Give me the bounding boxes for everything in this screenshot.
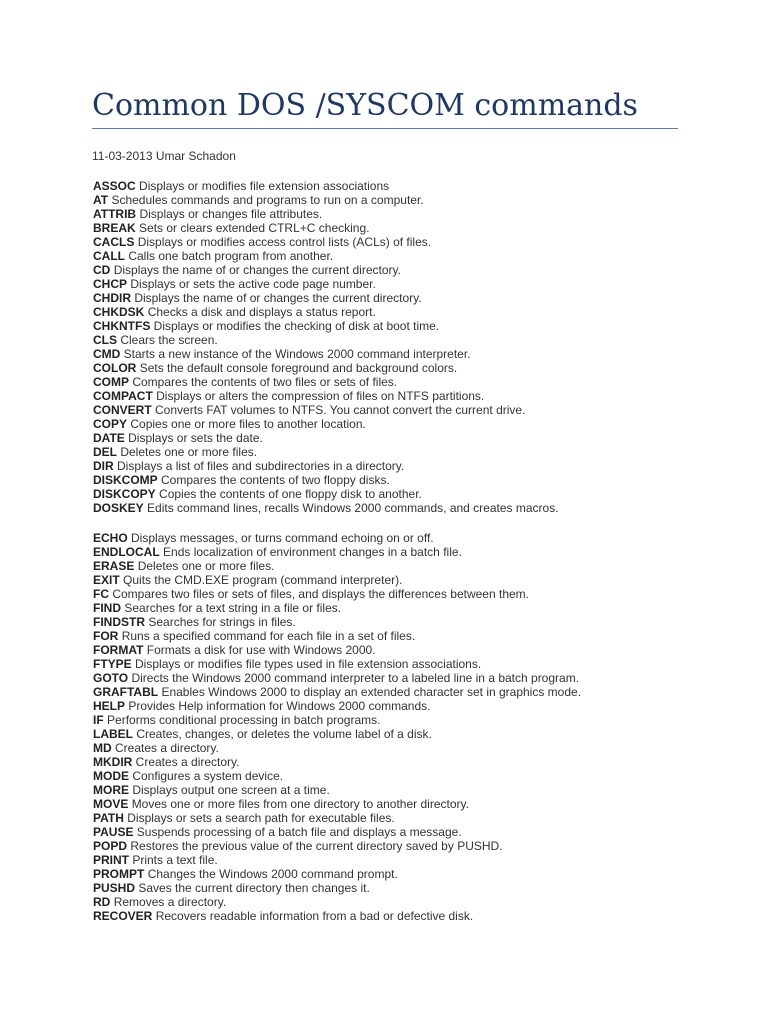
command-description: Displays or changes file attributes.: [139, 207, 323, 221]
command-name: ERASE: [93, 559, 135, 573]
command-description: Compares the contents of two floppy disks.: [161, 473, 390, 487]
command-entry: [93, 587, 581, 601]
command-name: CALL: [93, 249, 125, 263]
command-entry: [93, 545, 581, 559]
command-entry: [93, 741, 581, 755]
command-entry: [93, 811, 581, 825]
command-description: Displays the name of or changes the current directory.: [113, 263, 401, 277]
command-name: BREAK: [93, 221, 136, 235]
command-entry: [93, 277, 559, 291]
command-entry: [93, 559, 581, 573]
command-name: PUSHD: [93, 881, 136, 895]
command-description: Ends localization of environment changes in a batch file.: [163, 545, 462, 559]
command-name: HELP: [93, 699, 126, 713]
command-name: CHKNTFS: [93, 319, 151, 333]
command-entry: [93, 305, 559, 319]
command-entry: [93, 403, 559, 417]
command-name: MD: [93, 741, 112, 755]
command-description: Restores the previous value of the current directory saved by PUSHD.: [130, 839, 503, 853]
command-description: Clears the screen.: [120, 333, 218, 347]
command-name: RECOVER: [93, 909, 153, 923]
command-entry: [93, 825, 581, 839]
command-description: Compares the contents of two files or sets of files.: [132, 375, 398, 389]
command-description: Searches for a text string in a file or files.: [124, 601, 342, 615]
command-entry: [93, 615, 581, 629]
command-name: PATH: [93, 811, 124, 825]
command-description: Enables Windows 2000 to display an extended character set in graphics mode.: [161, 685, 582, 699]
command-entry: [93, 235, 559, 249]
command-entry: [93, 193, 559, 207]
command-name: ASSOC: [93, 179, 136, 193]
command-name: CACLS: [93, 235, 135, 249]
command-description: Sets the default console foreground and background colors.: [139, 361, 458, 375]
command-name: FOR: [93, 629, 119, 643]
command-entry: [93, 459, 559, 473]
command-description: Displays messages, or turns command echoing on or off.: [131, 531, 434, 545]
command-description: Displays the name of or changes the current directory.: [134, 291, 422, 305]
command-name: DIR: [93, 459, 114, 473]
command-name: CHCP: [93, 277, 128, 291]
command-entry: [93, 797, 581, 811]
command-description: Displays or alters the compression of files on NTFS partitions.: [156, 389, 485, 403]
command-name: EXIT: [93, 573, 120, 587]
command-name: PROMPT: [93, 867, 145, 881]
command-description: Displays a list of files and subdirectories in a directory.: [117, 459, 405, 473]
command-entry: [93, 629, 581, 643]
title-divider: [92, 128, 678, 129]
command-description: Displays or sets the active code page number.: [130, 277, 376, 291]
command-description: Deletes one or more files.: [137, 559, 275, 573]
command-name: FTYPE: [93, 657, 132, 671]
command-name: CLS: [93, 333, 117, 347]
command-entry: [93, 769, 581, 783]
command-description: Directs the Windows 2000 command interpreter to a labeled line in a batch program.: [131, 671, 580, 685]
command-entry: [93, 179, 559, 193]
command-description: Performs conditional processing in batch programs.: [107, 713, 381, 727]
command-name: ECHO: [93, 531, 128, 545]
command-description: Quits the CMD.EXE program (command interpreter).: [123, 573, 403, 587]
command-entry: [93, 699, 581, 713]
command-entry: [93, 783, 581, 797]
command-name: LABEL: [93, 727, 133, 741]
command-description: Edits command lines, recalls Windows 2000 commands, and creates macros.: [147, 501, 559, 515]
command-entry: [93, 333, 559, 347]
command-description: Converts FAT volumes to NTFS. You cannot convert the current drive.: [155, 403, 526, 417]
command-entry: [93, 389, 559, 403]
command-entry: [93, 531, 581, 545]
command-name: FIND: [93, 601, 121, 615]
command-entry: [93, 853, 581, 867]
command-entry: [93, 473, 559, 487]
command-description: Recovers readable information from a bad or defective disk.: [155, 909, 474, 923]
command-name: FORMAT: [93, 643, 144, 657]
command-description: Displays or modifies access control lists (ACLs) of files.: [137, 235, 432, 249]
command-description: Displays or sets the date.: [128, 431, 263, 445]
command-name: GRAFTABL: [93, 685, 159, 699]
command-name: PRINT: [93, 853, 129, 867]
command-name: IF: [93, 713, 104, 727]
command-entry: [93, 417, 559, 431]
command-entry: [93, 685, 581, 699]
command-description: Provides Help information for Windows 2000 commands.: [128, 699, 431, 713]
command-name: DOSKEY: [93, 501, 144, 515]
page-title: Common DOS /SYSCOM commands: [92, 88, 638, 123]
command-description: Searches for strings in files.: [148, 615, 296, 629]
command-description: Displays output one screen at a time.: [132, 783, 330, 797]
command-entry: [93, 263, 559, 277]
command-name: DISKCOPY: [93, 487, 156, 501]
command-description: Suspends processing of a batch file and displays a message.: [136, 825, 462, 839]
command-entry: [93, 347, 559, 361]
command-description: Prints a text file.: [132, 853, 218, 867]
command-name: COMPACT: [93, 389, 153, 403]
command-name: CMD: [93, 347, 121, 361]
command-entry: [93, 291, 559, 305]
command-name: RD: [93, 895, 111, 909]
command-list-part-2: [93, 531, 581, 923]
command-description: Displays or sets a search path for executable files.: [127, 811, 395, 825]
command-name: ENDLOCAL: [93, 545, 160, 559]
command-name: CONVERT: [93, 403, 152, 417]
command-entry: [93, 601, 581, 615]
command-name: COMP: [93, 375, 129, 389]
command-name: CD: [93, 263, 111, 277]
command-name: MORE: [93, 783, 129, 797]
command-name: ATTRIB: [93, 207, 137, 221]
command-entry: [93, 895, 581, 909]
command-description: Displays or modifies file extension associations: [139, 179, 390, 193]
command-name: PAUSE: [93, 825, 134, 839]
command-entry: [93, 867, 581, 881]
command-description: Configures a system device.: [132, 769, 284, 783]
command-description: Runs a specified command for each file in a set of files.: [121, 629, 416, 643]
command-description: Compares two files or sets of files, and displays the differences between them.: [112, 587, 529, 601]
command-entry: [93, 431, 559, 445]
command-name: GOTO: [93, 671, 129, 685]
command-description: Copies one or more files to another location.: [130, 417, 366, 431]
command-name: DISKCOMP: [93, 473, 158, 487]
command-entry: [93, 249, 559, 263]
command-description: Starts a new instance of the Windows 2000 command interpreter.: [123, 347, 471, 361]
command-name: MODE: [93, 769, 129, 783]
command-entry: [93, 713, 581, 727]
command-entry: [93, 487, 559, 501]
command-name: AT: [93, 193, 109, 207]
command-description: Calls one batch program from another.: [128, 249, 334, 263]
command-name: COPY: [93, 417, 128, 431]
command-entry: [93, 319, 559, 333]
command-description: Changes the Windows 2000 command prompt.: [147, 867, 398, 881]
command-entry: [93, 375, 559, 389]
date-author-line: 11-03-2013 Umar Schadon: [92, 149, 236, 163]
command-description: Displays or modifies file types used in file extension associations.: [135, 657, 482, 671]
command-description: Sets or clears extended CTRL+C checking.: [139, 221, 370, 235]
command-description: Removes a directory.: [113, 895, 227, 909]
command-entry: [93, 361, 559, 375]
command-entry: [93, 839, 581, 853]
command-name: DATE: [93, 431, 125, 445]
command-description: Creates, changes, or deletes the volume label of a disk.: [136, 727, 432, 741]
command-name: CHKDSK: [93, 305, 145, 319]
command-description: Creates a directory.: [115, 741, 219, 755]
command-entry: [93, 207, 559, 221]
command-name: MKDIR: [93, 755, 133, 769]
command-entry: [93, 881, 581, 895]
command-description: Deletes one or more files.: [120, 445, 258, 459]
command-entry: [93, 671, 581, 685]
command-name: MOVE: [93, 797, 129, 811]
command-description: Moves one or more files from one directory to another directory.: [131, 797, 469, 811]
command-entry: [93, 727, 581, 741]
command-name: POPD: [93, 839, 128, 853]
command-list-part-1: [93, 179, 559, 515]
command-entry: [93, 501, 559, 515]
command-description: Formats a disk for use with Windows 2000.: [146, 643, 376, 657]
command-description: Creates a directory.: [135, 755, 240, 769]
command-entry: [93, 445, 559, 459]
command-description: Copies the contents of one floppy disk to another.: [159, 487, 422, 501]
command-name: DEL: [93, 445, 117, 459]
command-entry: [93, 573, 581, 587]
command-description: Checks a disk and displays a status report.: [147, 305, 376, 319]
command-entry: [93, 909, 581, 923]
command-name: FC: [93, 587, 109, 601]
command-description: Saves the current directory then changes it.: [138, 881, 370, 895]
command-description: Schedules commands and programs to run on a computer.: [111, 193, 424, 207]
command-entry: [93, 755, 581, 769]
command-description: Displays or modifies the checking of disk at boot time.: [153, 319, 440, 333]
command-name: FINDSTR: [93, 615, 145, 629]
command-name: CHDIR: [93, 291, 131, 305]
command-entry: [93, 657, 581, 671]
command-entry: [93, 221, 559, 235]
command-entry: [93, 643, 581, 657]
command-name: COLOR: [93, 361, 137, 375]
